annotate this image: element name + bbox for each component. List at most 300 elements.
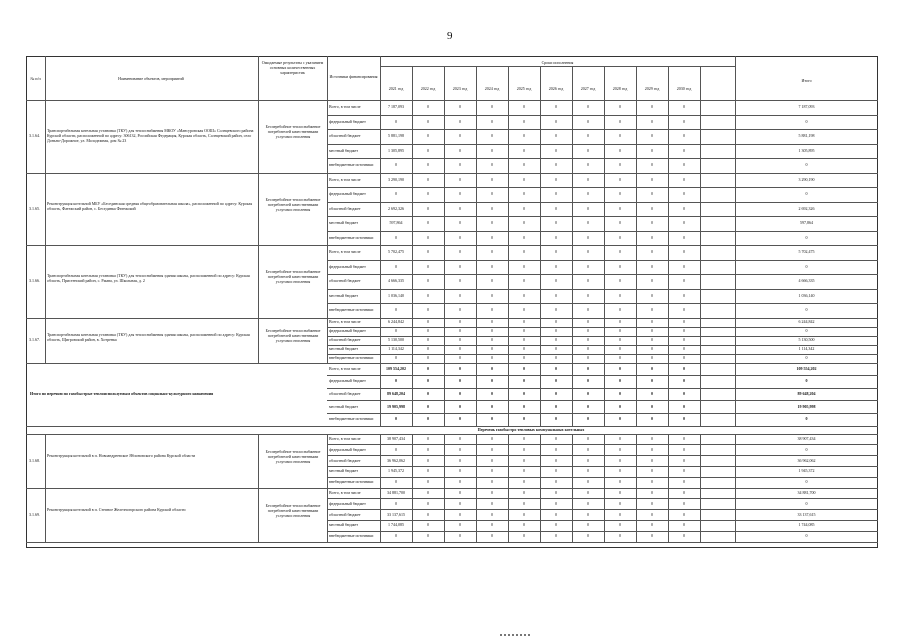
- value-cell: 0: [683, 176, 685, 182]
- value-cell: 0: [651, 328, 653, 333]
- value-cell: 0: [427, 403, 429, 409]
- value-cell: 0: [459, 446, 461, 452]
- header-name: Наименование объектов, мероприятий: [118, 76, 184, 81]
- value-cell: 0: [619, 205, 621, 211]
- value-cell: 0: [651, 468, 653, 474]
- value-cell: 0: [459, 220, 461, 226]
- value-cell: 0: [555, 147, 557, 153]
- value-cell: 5 881,198: [798, 133, 815, 139]
- value-cell: 0: [491, 378, 493, 384]
- source-row-line: [327, 216, 878, 217]
- value-cell: 0: [555, 403, 557, 409]
- value-cell: 0: [619, 457, 621, 463]
- section-title: Перечень газобыстро тепловых коммунальных котельных: [477, 426, 585, 432]
- value-cell: 1 305,895: [388, 147, 404, 153]
- value-cell: 0: [587, 355, 589, 360]
- value-cell: 0: [587, 220, 589, 226]
- value-cell: 0: [459, 307, 461, 313]
- source-label: Всего, в том числе: [329, 435, 361, 441]
- value-cell: 0: [491, 416, 493, 422]
- value-cell: 0: [587, 468, 589, 474]
- value-cell: 0: [555, 489, 557, 495]
- value-cell: 3 290,190: [388, 176, 404, 182]
- value-cell: 0: [395, 500, 397, 506]
- header-year: 2023 год: [452, 86, 468, 91]
- value-cell: 0: [555, 355, 557, 360]
- value-cell: 0: [427, 118, 429, 124]
- value-cell: 0: [427, 263, 429, 269]
- value-cell: 0: [683, 104, 685, 110]
- source-label: внебюджетные источники: [329, 355, 374, 360]
- value-cell: 33 137,615: [797, 511, 816, 517]
- source-label: внебюджетные источники: [329, 533, 374, 539]
- value-cell: 0: [587, 391, 589, 396]
- value-cell: 0: [555, 118, 557, 124]
- value-cell: 7 187,093: [388, 104, 404, 110]
- source-label: местный бюджет: [329, 292, 358, 298]
- value-cell: 0: [587, 176, 589, 182]
- value-cell: 0: [395, 328, 397, 333]
- value-cell: 0: [491, 133, 493, 139]
- value-cell: 0: [683, 468, 685, 474]
- year-divider: [476, 66, 477, 100]
- value-cell: 0: [683, 278, 685, 284]
- value-cell: 36 962,062: [797, 457, 816, 463]
- value-cell: 0: [683, 220, 685, 226]
- year-divider: [444, 66, 445, 100]
- value-cell: 0: [683, 292, 685, 298]
- value-cell: 0: [427, 234, 429, 240]
- value-cell: 0: [619, 337, 621, 342]
- value-cell: 0: [651, 446, 653, 452]
- value-cell: 0: [683, 479, 685, 485]
- header-terms: Сроки исполнения: [541, 60, 574, 65]
- value-cell: 0: [491, 104, 493, 110]
- value-cell: 0: [523, 435, 525, 441]
- value-cell: 0: [683, 457, 685, 463]
- source-row-line: [327, 303, 878, 304]
- value-cell: 0: [491, 118, 493, 124]
- value-cell: 0: [619, 220, 621, 226]
- value-cell: 5 702,475: [388, 249, 404, 255]
- value-cell: 5 702,475: [798, 249, 815, 255]
- value-cell: 0: [683, 346, 685, 351]
- value-cell: 0: [619, 191, 621, 197]
- column-divider: [45, 488, 46, 542]
- value-cell: 89 648,204: [387, 391, 405, 396]
- row-indicator: Бесперебойное теплоснабжение потребителей качественными услугами отопления: [265, 328, 321, 343]
- value-cell: 0: [523, 522, 525, 528]
- value-cell: 0: [805, 479, 808, 485]
- column-divider: [258, 318, 259, 363]
- value-cell: 0: [683, 263, 685, 269]
- row-number: 3.1.67.: [29, 337, 40, 342]
- column-divider: [45, 100, 46, 173]
- value-cell: 33 137,615: [387, 511, 405, 517]
- column-divider: [258, 100, 259, 173]
- value-cell: 1 036,140: [798, 292, 815, 298]
- header-year: 2026 год: [548, 86, 564, 91]
- page-number: 9: [447, 30, 453, 42]
- value-cell: 2 692,326: [388, 205, 404, 211]
- value-cell: 109 554,202: [386, 365, 406, 371]
- value-cell: 0: [395, 446, 397, 452]
- year-divider: [668, 66, 669, 100]
- value-cell: 0: [683, 489, 685, 495]
- source-row-line: [327, 231, 878, 232]
- value-cell: 0: [459, 403, 461, 409]
- value-cell: 0: [587, 500, 589, 506]
- value-cell: 0: [459, 278, 461, 284]
- source-label: федеральный бюджет: [329, 263, 366, 269]
- value-cell: 0: [427, 522, 429, 528]
- value-cell: 0: [427, 435, 429, 441]
- value-cell: 0: [555, 435, 557, 441]
- value-cell: 0: [683, 365, 685, 371]
- header-column-divider: [735, 56, 736, 100]
- value-cell: 0: [683, 522, 685, 528]
- value-cell: 0: [395, 355, 397, 360]
- value-cell: 0: [555, 104, 557, 110]
- value-cell: 0: [555, 378, 557, 384]
- value-cell: 0: [491, 533, 493, 539]
- value-cell: 0: [683, 511, 685, 517]
- value-cell: 0: [427, 533, 429, 539]
- value-cell: 0: [619, 355, 621, 360]
- value-cell: 0: [491, 249, 493, 255]
- header-year: 2022 год: [420, 86, 436, 91]
- source-label: местный бюджет: [329, 468, 358, 474]
- value-cell: 0: [683, 191, 685, 197]
- value-cell: 0: [619, 328, 621, 333]
- source-label: местный бюджет: [329, 403, 358, 409]
- value-cell: 0: [555, 234, 557, 240]
- value-cell: 0: [619, 249, 621, 255]
- value-cell: 0: [651, 319, 653, 324]
- value-cell: 0: [683, 162, 685, 168]
- value-cell: 1 945,372: [798, 468, 815, 474]
- value-cell: 0: [523, 307, 525, 313]
- value-cell: 0: [523, 292, 525, 298]
- value-cell: 0: [651, 500, 653, 506]
- value-cell: 7 187,093: [798, 104, 815, 110]
- value-cell: 0: [587, 328, 589, 333]
- value-cell: 0: [523, 391, 525, 396]
- value-cell: 0: [555, 446, 557, 452]
- value-cell: 0: [523, 355, 525, 360]
- source-label: Всего, в том числе: [329, 319, 361, 324]
- year-divider: [508, 66, 509, 100]
- value-cell: 0: [491, 522, 493, 528]
- value-cell: 0: [555, 337, 557, 342]
- value-cell: 0: [587, 479, 589, 485]
- value-cell: 0: [427, 205, 429, 211]
- value-cell: 0: [651, 220, 653, 226]
- value-cell: 0: [395, 191, 397, 197]
- value-cell: 0: [427, 391, 429, 396]
- value-cell: 597,864: [389, 220, 403, 226]
- value-cell: 0: [523, 479, 525, 485]
- value-cell: 0: [459, 133, 461, 139]
- value-cell: 0: [459, 292, 461, 298]
- value-cell: 0: [555, 249, 557, 255]
- value-cell: 0: [523, 162, 525, 168]
- value-cell: 0: [459, 118, 461, 124]
- value-cell: 0: [395, 307, 397, 313]
- row-object-name: Реконструкция котельной в п. Новоандреевское Яблоновского района Курской области: [47, 452, 196, 458]
- value-cell: 0: [619, 378, 621, 384]
- value-cell: 0: [459, 263, 461, 269]
- source-label: местный бюджет: [329, 346, 358, 351]
- value-cell: 0: [459, 147, 461, 153]
- value-cell: 34 881,700: [387, 489, 405, 495]
- value-cell: 0: [427, 249, 429, 255]
- value-cell: 0: [427, 278, 429, 284]
- source-label: Всего, в том числе: [329, 489, 361, 495]
- value-cell: 0: [555, 205, 557, 211]
- value-cell: 0: [587, 346, 589, 351]
- value-cell: 0: [427, 147, 429, 153]
- source-label: местный бюджет: [329, 147, 358, 153]
- column-divider: [258, 173, 259, 246]
- value-cell: 0: [587, 489, 589, 495]
- value-cell: 0: [427, 378, 429, 384]
- value-cell: 0: [395, 416, 397, 422]
- value-cell: 2 692,326: [798, 205, 815, 211]
- value-cell: 0: [805, 500, 808, 506]
- value-cell: 0: [459, 468, 461, 474]
- value-cell: 0: [523, 500, 525, 506]
- source-row-line: [327, 375, 878, 376]
- value-cell: 0: [491, 391, 493, 396]
- value-cell: 0: [619, 307, 621, 313]
- header-year: 2030 год: [676, 86, 692, 91]
- value-cell: 0: [491, 457, 493, 463]
- value-cell: 0: [805, 355, 808, 360]
- row-indicator: Бесперебойное теплоснабжение потребителей качественными услугами отопления: [265, 502, 321, 518]
- value-cell: 0: [491, 191, 493, 197]
- value-cell: 0: [523, 234, 525, 240]
- value-cell: 0: [459, 328, 461, 333]
- value-cell: 0: [395, 263, 397, 269]
- year-divider: [412, 66, 413, 100]
- value-cell: 0: [491, 263, 493, 269]
- year-divider: [700, 363, 701, 426]
- value-cell: 0: [805, 328, 808, 333]
- source-label: местный бюджет: [329, 522, 358, 528]
- value-cell: 0: [587, 511, 589, 517]
- value-cell: 1 036,140: [388, 292, 404, 298]
- value-cell: 0: [491, 176, 493, 182]
- value-cell: 1 945,372: [388, 468, 404, 474]
- column-divider: [45, 318, 46, 363]
- value-cell: 0: [587, 133, 589, 139]
- subtotal-label: Итого по перечню по газобыстрые теплоиспользуемым объектов социально-культурного назначения: [30, 391, 214, 396]
- year-divider: [636, 66, 637, 100]
- value-cell: 0: [555, 292, 557, 298]
- value-cell: 0: [555, 263, 557, 269]
- value-cell: 0: [523, 249, 525, 255]
- value-cell: 0: [619, 403, 621, 409]
- source-row-line: [327, 400, 878, 401]
- value-cell: 0: [619, 511, 621, 517]
- year-divider: [700, 434, 701, 488]
- value-cell: 0: [651, 176, 653, 182]
- value-cell: 0: [491, 319, 493, 324]
- value-cell: 36 962,062: [387, 457, 405, 463]
- column-divider: [327, 173, 328, 246]
- value-cell: 0: [459, 205, 461, 211]
- value-cell: 89 648,204: [797, 391, 816, 396]
- value-cell: 0: [491, 220, 493, 226]
- value-cell: 0: [651, 191, 653, 197]
- value-cell: 0: [683, 133, 685, 139]
- row-number: 3.1.68.: [29, 457, 40, 463]
- value-cell: 0: [427, 328, 429, 333]
- value-cell: 0: [555, 365, 557, 371]
- year-divider: [700, 245, 701, 318]
- value-cell: 109 554,202: [796, 365, 817, 371]
- value-cell: 3 290,190: [798, 176, 815, 182]
- value-cell: 0: [651, 522, 653, 528]
- source-label: федеральный бюджет: [329, 446, 366, 452]
- value-cell: 0: [427, 500, 429, 506]
- column-divider: [258, 434, 259, 488]
- value-cell: 0: [587, 147, 589, 153]
- column-divider: [327, 100, 328, 173]
- value-cell: 1 744,085: [798, 522, 815, 528]
- header-total: Итого: [801, 78, 812, 83]
- value-cell: 0: [491, 328, 493, 333]
- value-cell: 0: [555, 346, 557, 351]
- value-cell: 0: [523, 468, 525, 474]
- value-cell: 0: [523, 378, 525, 384]
- header-year: 2021 год: [388, 86, 404, 91]
- value-cell: 0: [523, 133, 525, 139]
- value-cell: 0: [459, 249, 461, 255]
- section-line: [26, 434, 878, 435]
- value-cell: 0: [651, 391, 653, 396]
- value-cell: 0: [587, 319, 589, 324]
- value-cell: 0: [651, 278, 653, 284]
- source-label: областной бюджет: [329, 205, 361, 211]
- source-row-line: [327, 498, 878, 499]
- source-label: федеральный бюджет: [329, 328, 366, 333]
- source-label: внебюджетные источники: [329, 479, 374, 485]
- column-divider: [327, 318, 328, 363]
- value-cell: 0: [805, 118, 808, 124]
- value-cell: 0: [523, 346, 525, 351]
- value-cell: 0: [587, 403, 589, 409]
- value-cell: 0: [683, 249, 685, 255]
- value-cell: 0: [683, 403, 685, 409]
- value-cell: 0: [651, 292, 653, 298]
- value-cell: 0: [459, 337, 461, 342]
- value-cell: 0: [651, 337, 653, 342]
- value-cell: 34 881,700: [797, 489, 816, 495]
- header-column-divider: [45, 56, 46, 100]
- value-cell: 0: [683, 328, 685, 333]
- source-row-line: [327, 115, 878, 116]
- value-cell: 0: [619, 522, 621, 528]
- value-cell: 0: [651, 378, 653, 384]
- header-column-divider: [380, 56, 381, 100]
- column-divider: [327, 245, 328, 318]
- source-label: областной бюджет: [329, 511, 361, 517]
- value-cell: 0: [427, 365, 429, 371]
- value-cell: 0: [395, 118, 397, 124]
- source-row-line: [327, 466, 878, 467]
- source-label: местный бюджет: [329, 220, 358, 226]
- value-cell: 0: [491, 147, 493, 153]
- value-cell: 0: [491, 403, 493, 409]
- value-cell: 0: [523, 416, 525, 422]
- value-cell: 0: [587, 234, 589, 240]
- header-year: 2027 год: [580, 86, 596, 91]
- value-cell: 0: [651, 511, 653, 517]
- source-label: внебюджетные источники: [329, 416, 374, 422]
- value-cell: 0: [491, 468, 493, 474]
- block-bottom-line: [26, 363, 878, 364]
- value-cell: 0: [459, 319, 461, 324]
- value-cell: 0: [587, 191, 589, 197]
- value-cell: 0: [459, 365, 461, 371]
- value-cell: 0: [651, 403, 653, 409]
- source-label: федеральный бюджет: [329, 118, 366, 124]
- source-label: внебюджетные источники: [329, 162, 374, 168]
- value-cell: 0: [459, 511, 461, 517]
- value-cell: 0: [683, 391, 685, 396]
- value-cell: 1 114,342: [798, 346, 815, 351]
- value-cell: 0: [427, 337, 429, 342]
- value-cell: 0: [427, 355, 429, 360]
- value-cell: 0: [683, 234, 685, 240]
- value-cell: 0: [587, 365, 589, 371]
- year-divider: [700, 173, 701, 246]
- value-cell: 0: [427, 416, 429, 422]
- value-cell: 5 881,198: [388, 133, 404, 139]
- year-divider: [700, 318, 701, 363]
- column-divider: [327, 488, 328, 542]
- value-cell: 0: [523, 191, 525, 197]
- value-cell: 0: [619, 118, 621, 124]
- header-bottom-line: [26, 100, 878, 101]
- value-cell: 0: [619, 147, 621, 153]
- year-divider: [604, 66, 605, 100]
- value-cell: 0: [651, 365, 653, 371]
- value-cell: 0: [523, 533, 525, 539]
- value-cell: 0: [619, 263, 621, 269]
- value-cell: 0: [619, 416, 621, 422]
- value-cell: 0: [459, 500, 461, 506]
- value-cell: 0: [491, 500, 493, 506]
- value-cell: 0: [651, 346, 653, 351]
- value-cell: 0: [587, 378, 589, 384]
- value-cell: 0: [427, 468, 429, 474]
- value-cell: 0: [523, 263, 525, 269]
- value-cell: 0: [491, 446, 493, 452]
- source-row-line: [327, 531, 878, 532]
- value-cell: 0: [555, 191, 557, 197]
- value-cell: 0: [651, 205, 653, 211]
- value-cell: 0: [523, 328, 525, 333]
- source-label: Всего, в том числе: [329, 249, 361, 255]
- value-cell: 0: [395, 162, 397, 168]
- value-cell: 5 130,500: [388, 337, 404, 342]
- header-column-divider: [258, 56, 259, 100]
- row-object-name: Транспортабельная котельная установка (ТКУ) для теплоснабжения МКОУ «Мансуровская ООШ» Солнцевского района Курской области, расположенной по адресу: 306132, Российская Федерация, Курская область, Солнцевский район, село Доньно-Дорожное, ул. Молодежная, дом № 23: [47, 128, 254, 144]
- source-row-line: [327, 202, 878, 203]
